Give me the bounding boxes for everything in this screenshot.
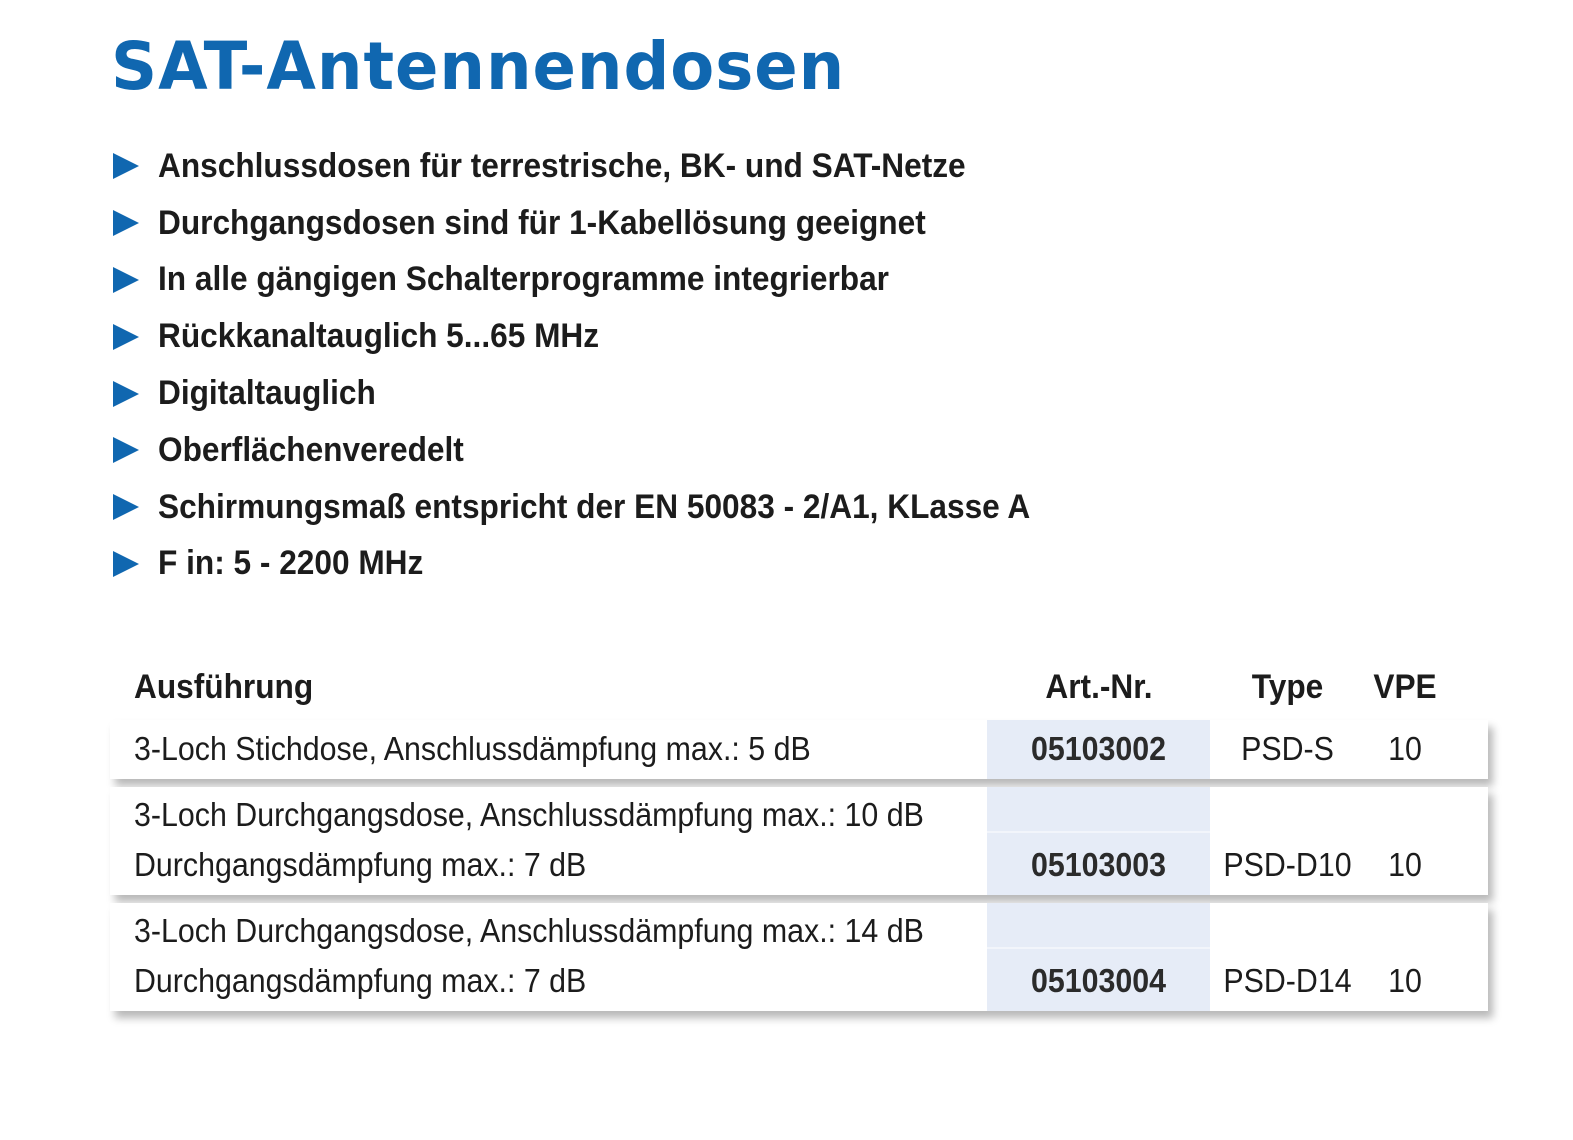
feature-text: Schirmungsmaß entspricht der EN 50083 - 2/A1, KLasse A: [158, 487, 1031, 526]
triangle-right-icon: [113, 494, 139, 520]
row-type: PSD-D10: [1223, 846, 1352, 883]
header-vpe: VPE: [1373, 668, 1437, 706]
row-art-nr: 05103002: [1030, 730, 1167, 767]
feature-text: Durchgangsdosen sind für 1-Kabellösung geeignet: [158, 203, 926, 242]
triangle-right-icon: [113, 437, 139, 463]
feature-text: Oberflächenveredelt: [158, 430, 464, 469]
row-description: 3-Loch Stichdose, Anschlussdämpfung max.: 5 dB: [134, 730, 811, 767]
row-art-nr: 05103003: [1030, 846, 1167, 883]
feature-text: Digitaltauglich: [158, 374, 376, 413]
table-header: [110, 655, 1488, 720]
row-vpe: 10: [1388, 846, 1422, 883]
feature-list: [113, 138, 1096, 592]
header-description: Ausführung: [134, 668, 314, 706]
feature-item: [113, 138, 1096, 195]
feature-item: [113, 308, 1096, 365]
feature-text: In alle gängigen Schalterprogramme integrierbar: [158, 260, 889, 299]
header-type: Type: [1251, 668, 1324, 706]
row-type: PSD-S: [1241, 730, 1334, 767]
feature-item: [113, 195, 1096, 252]
feature-item: [113, 252, 1096, 309]
page-title: SAT-Antennendosen: [111, 28, 846, 105]
row-vpe: 10: [1388, 962, 1422, 999]
feature-text: Anschlussdosen für terrestrische, BK- und SAT-Netze: [158, 146, 966, 185]
triangle-right-icon: [113, 153, 139, 179]
product-table: [110, 655, 1488, 1019]
row-vpe: 10: [1388, 730, 1422, 767]
triangle-right-icon: [113, 267, 139, 293]
feature-text: Rückkanaltauglich 5...65 MHz: [158, 317, 600, 356]
feature-item: [113, 422, 1096, 479]
header-art-nr: Art.-Nr.: [1045, 668, 1153, 706]
triangle-right-icon: [113, 551, 139, 577]
feature-item: [113, 536, 1096, 593]
row-description: 3-Loch Durchgangsdose, Anschlussdämpfung max.: 14 dB: [134, 912, 924, 949]
table-row: [110, 787, 1488, 895]
triangle-right-icon: [113, 210, 139, 236]
row-description-line-2: Durchgangsdämpfung max.: 7 dB: [134, 962, 587, 999]
table-row: [110, 720, 1488, 779]
row-type: PSD-D14: [1223, 962, 1352, 999]
feature-item: [113, 365, 1096, 422]
table-row: [110, 903, 1488, 1011]
row-description-line-2: Durchgangsdämpfung max.: 7 dB: [134, 846, 587, 883]
row-description: 3-Loch Durchgangsdose, Anschlussdämpfung max.: 10 dB: [134, 796, 924, 833]
row-art-nr: 05103004: [1030, 962, 1167, 999]
triangle-right-icon: [113, 381, 139, 407]
feature-text: F in: 5 - 2200 MHz: [158, 544, 424, 583]
feature-item: [113, 479, 1096, 536]
triangle-right-icon: [113, 324, 139, 350]
